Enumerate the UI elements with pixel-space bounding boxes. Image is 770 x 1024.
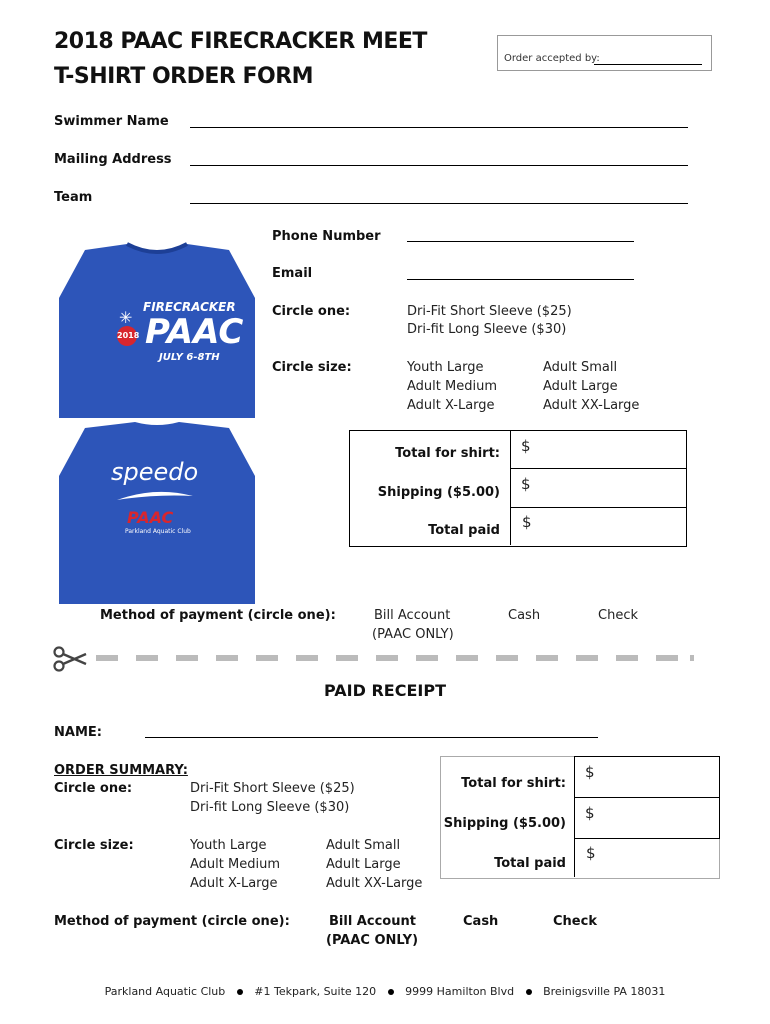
option-long-sleeve[interactable]: Dri-fit Long Sleeve ($30) [407,322,567,337]
circle-one-label: Circle one: [272,304,351,319]
shipping-field[interactable] [510,468,687,508]
total-shirt-label: Total for shirt: [395,446,500,461]
receipt-payment-method-label: Method of payment (circle one): [54,914,290,929]
receipt-shipping-label: Shipping ($5.00) [443,816,566,831]
receipt-payment-cash[interactable]: Cash [463,914,499,929]
shirt-back-paac: PAAC [127,508,174,527]
size-adult-xxlarge[interactable]: Adult XX-Large [543,398,640,413]
shirt-front-year: 2018 [117,326,137,346]
shirt-front-dates: JULY 6-8TH [159,352,220,363]
receipt-total-shirt-label: Total for shirt: [461,776,566,791]
receipt-size-adult-medium[interactable]: Adult Medium [190,857,280,872]
size-adult-large[interactable]: Adult Large [543,379,618,394]
payment-check[interactable]: Check [598,608,638,623]
receipt-name-label: NAME: [54,725,102,740]
size-adult-medium[interactable]: Adult Medium [407,379,497,394]
totals-box [349,430,687,547]
size-adult-small[interactable]: Adult Small [543,360,618,375]
phone-field[interactable] [407,241,634,242]
footer-addr1: #1 Tekpark, Suite 120 [254,985,377,998]
order-accepted-box [497,35,712,71]
payment-cash[interactable]: Cash [508,608,541,623]
receipt-option-short-sleeve[interactable]: Dri-Fit Short Sleeve ($25) [190,781,355,796]
receipt-shipping-field[interactable] [574,797,720,839]
team-field[interactable] [190,203,688,204]
scissors-icon [52,646,88,672]
bullet-icon [237,989,243,995]
size-youth-large[interactable]: Youth Large [407,360,484,375]
form-title-line1: 2018 PAAC FIRECRACKER MEET [54,29,427,54]
receipt-total-shirt-value: $ [585,763,595,781]
bullet-icon [526,989,532,995]
receipt-title: PAID RECEIPT [324,681,446,700]
total-paid-value: $ [522,513,532,531]
shirt-front-image [55,238,259,418]
mailing-address-field[interactable] [190,165,688,166]
email-label: Email [272,266,313,281]
payment-method-label: Method of payment (circle one): [100,608,336,623]
circle-size-label: Circle size: [272,360,352,375]
receipt-payment-bill-note: (PAAC ONLY) [326,933,419,948]
receipt-circle-one-label: Circle one: [54,781,133,796]
receipt-size-adult-large[interactable]: Adult Large [326,857,401,872]
receipt-total-shirt-field[interactable] [574,756,720,798]
receipt-circle-size-label: Circle size: [54,838,134,853]
footer-org: Parkland Aquatic Club [104,985,226,998]
receipt-shipping-value: $ [585,804,595,822]
email-field[interactable] [407,279,634,280]
shirt-back-sub: Parkland Aquatic Club [125,528,191,535]
footer-city: Breinigsville PA 18031 [543,985,666,998]
receipt-size-adult-xlarge[interactable]: Adult X-Large [190,876,278,891]
total-shirt-field[interactable] [510,430,687,469]
phone-label: Phone Number [272,229,381,244]
receipt-total-paid-label: Total paid [494,856,566,871]
order-accepted-line[interactable] [594,64,702,65]
receipt-totals-box [440,756,720,879]
total-shirt-value: $ [521,437,531,455]
mailing-address-label: Mailing Address [54,152,172,167]
swimmer-name-label: Swimmer Name [54,114,169,129]
shirt-front-firecracker: FIRECRACKER [143,300,236,314]
shirt-front-paac: PAAC [145,312,244,352]
star-icon: ✳ [119,308,133,327]
receipt-option-long-sleeve[interactable]: Dri-fit Long Sleeve ($30) [190,800,350,815]
form-title-line2: T-SHIRT ORDER FORM [54,64,314,89]
size-adult-xlarge[interactable]: Adult X-Large [407,398,495,413]
option-short-sleeve[interactable]: Dri-Fit Short Sleeve ($25) [407,304,572,319]
footer [0,985,770,998]
order-accepted-label: Order accepted by: [504,53,600,64]
receipt-name-field[interactable] [145,737,598,738]
total-paid-label: Total paid [428,523,500,538]
receipt-size-adult-small[interactable]: Adult Small [326,838,401,853]
receipt-total-paid-field[interactable] [574,838,719,877]
total-paid-field[interactable] [510,507,686,545]
shirt-back-image [55,420,259,604]
receipt-payment-bill-account[interactable]: Bill Account [329,914,416,929]
receipt-size-youth-large[interactable]: Youth Large [190,838,267,853]
payment-bill-note: (PAAC ONLY) [372,627,454,642]
shirt-back-speedo: speedo [111,458,199,486]
shipping-value: $ [521,475,531,493]
swimmer-name-field[interactable] [190,127,688,128]
shipping-label: Shipping ($5.00) [377,485,500,500]
order-summary-label: ORDER SUMMARY: [54,763,188,778]
payment-bill-account[interactable]: Bill Account [374,608,451,623]
footer-addr2: 9999 Hamilton Blvd [405,985,515,998]
receipt-size-adult-xxlarge[interactable]: Adult XX-Large [326,876,423,891]
receipt-total-paid-value: $ [586,844,596,862]
receipt-payment-check[interactable]: Check [553,914,597,929]
bullet-icon [388,989,394,995]
team-label: Team [54,190,93,205]
